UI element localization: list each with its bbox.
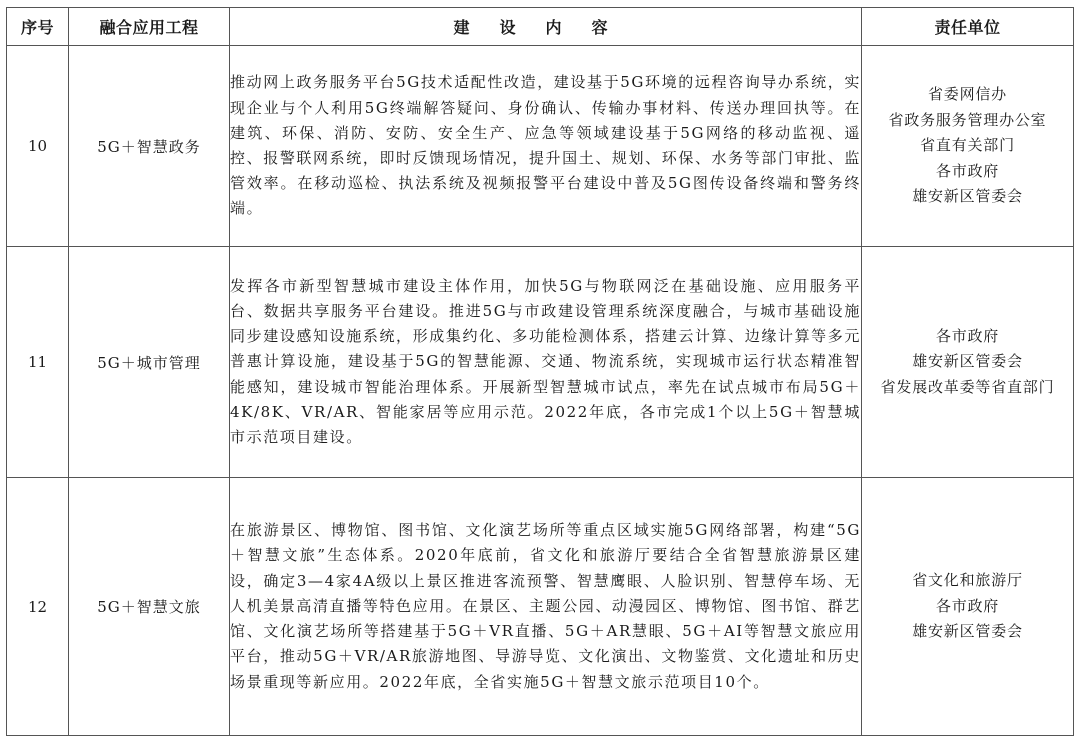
header-seq: 序号	[7, 8, 69, 46]
row-project: 5G＋智慧文旅	[69, 478, 230, 736]
row-project: 5G＋智慧政务	[69, 46, 230, 247]
row-responsible	[862, 247, 1074, 478]
header-project: 融合应用工程	[69, 8, 230, 46]
responsible-unit: 雄安新区管委会	[912, 622, 1023, 641]
responsible-unit: 省委网信办	[927, 85, 1007, 104]
responsible-unit: 各市政府	[935, 596, 1000, 615]
table-header-row	[7, 8, 1074, 46]
row-content: 在旅游景区、博物馆、图书馆、文化演艺场所等重点区域实施5G网络部署，构建“5G＋智慧文旅”生态体系。2020年底前，省文化和旅游厅要结合全省智慧旅游景区建设，确定3—4家4A级以上景区推进客流预警、智慧鹰眼、人脸识别、智慧停车场、无人机美景高清直播等特色应用。在景区、主题公园、动漫园区、博物馆、图书馆、群艺馆、文化演艺场所等搭建基于5G＋VR直播、5G＋AR慧眼、5G＋AI等智慧文旅应用平台，推动5G＋VR/AR旅游地图、导游导览、文化演出、文物鉴赏、文化遗址和历史场景重现等新应用。2022年底，全省实施5G＋智慧文旅示范项目10个。	[230, 478, 862, 736]
project-table	[6, 7, 1074, 736]
responsible-unit: 省直有关部门	[920, 136, 1015, 155]
row-seq: 12	[7, 478, 69, 736]
responsible-unit: 省发展改革委等省直部门	[880, 377, 1055, 396]
responsible-unit: 各市政府	[935, 326, 1000, 345]
row-project: 5G＋城市管理	[69, 247, 230, 478]
responsible-unit: 省文化和旅游厅	[912, 571, 1023, 590]
row-responsible	[862, 478, 1074, 736]
row-seq: 11	[7, 247, 69, 478]
row-content: 推动网上政务服务平台5G技术适配性改造，建设基于5G环境的远程咨询导办系统，实现企业与个人利用5G终端解答疑问、身份确认、传输办事材料、传送办理回执等。在建筑、环保、消防、安防、安全生产、应急等领域建设基于5G网络的移动监视、遥控、报警联网系统，即时反馈现场情况，提升国土、规划、环保、水务等部门审批、监管效率。在移动巡检、执法系统及视频报警平台建设中普及5G图传设备终端和警务终端。	[230, 46, 862, 247]
responsible-unit: 各市政府	[935, 161, 1000, 180]
responsible-unit: 雄安新区管委会	[912, 187, 1023, 206]
header-responsible: 责任单位	[862, 8, 1074, 46]
responsible-unit: 省政务服务管理办公室	[888, 110, 1047, 129]
responsible-unit: 雄安新区管委会	[912, 352, 1023, 371]
table-row	[7, 247, 1074, 478]
table-row	[7, 46, 1074, 247]
header-content: 建设内容	[230, 8, 862, 46]
row-content: 发挥各市新型智慧城市建设主体作用，加快5G与物联网泛在基础设施、应用服务平台、数据共享服务平台建设。推进5G与市政建设管理系统深度融合，与城市基础设施同步建设感知设施系统，形成集约化、多功能检测体系，搭建云计算、边缘计算等多元普惠计算设施，建设基于5G的智慧能源、交通、物流系统，实现城市运行状态精准智能感知，建设城市智能治理体系。开展新型智慧城市试点，率先在试点城市布局5G＋4K/8K、VR/AR、智能家居等应用示范。2022年底，各市完成1个以上5G＋智慧城市示范项目建设。	[230, 247, 862, 478]
row-seq: 10	[7, 46, 69, 247]
row-responsible	[862, 46, 1074, 247]
table-row	[7, 478, 1074, 736]
